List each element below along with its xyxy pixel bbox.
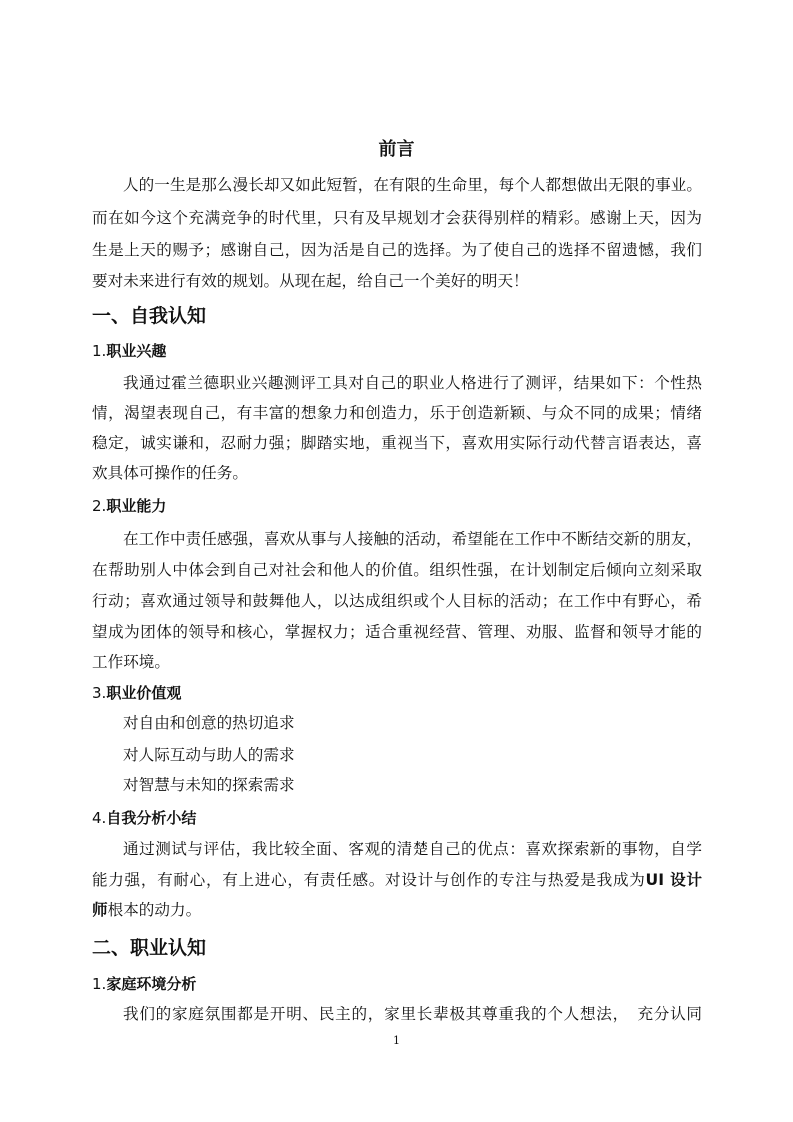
subheading-text: 职业能力 xyxy=(106,497,167,515)
paragraph-line: 行动；喜欢通过领导和鼓舞他人，以达成组织或个人目标的活动；在工作中有野心，希 xyxy=(92,592,702,610)
paragraph-line xyxy=(92,869,702,891)
section-heading-self-awareness: 一、自我认知 xyxy=(92,305,207,327)
value-item: 对智慧与未知的探索需求 xyxy=(123,776,295,794)
intro-line: 生是上天的赐予；感谢自己，因为活是自己的选择。为了使自己的选择不留遗憾，我们 xyxy=(92,241,702,259)
value-item: 对自由和创意的热切追求 xyxy=(123,714,295,732)
subheading-text: 职业兴趣 xyxy=(106,342,167,360)
subheading-text: 家庭环境分析 xyxy=(106,975,197,993)
section-heading-career-awareness: 二、职业认知 xyxy=(92,937,207,959)
subheading-summary xyxy=(92,807,196,828)
paragraph-line: 通过测试与评估，我比较全面、客观的清楚自己的优点：喜欢探索新的事物，自学 xyxy=(123,840,702,858)
subheading-family xyxy=(92,973,196,994)
paragraph-line: 在工作中责任感强，喜欢从事与人接触的活动，希望能在工作中不断结交新的朋友， xyxy=(123,530,702,548)
paragraph-line: 稳定，诚实谦和，忍耐力强；脚踏实地，重视当下，喜欢用实际行动代替言语表达，喜 xyxy=(92,434,702,452)
value-item: 对人际互动与助人的需求 xyxy=(123,746,295,764)
subheading-number: 3. xyxy=(92,684,107,702)
paragraph-line: 欢具体可操作的任务。 xyxy=(92,464,248,482)
paragraph-line: 工作环境。 xyxy=(92,653,170,671)
page-number: 1 xyxy=(393,1034,400,1047)
paragraph-line: 情，渴望表现自己，有丰富的想象力和创造力，乐于创造新颖、与众不同的成果；情绪 xyxy=(92,404,702,422)
bold-text: UI 设计 xyxy=(645,871,702,889)
subheading-number: 1. xyxy=(92,975,107,993)
subheading-interest xyxy=(92,340,166,361)
subheading-ability xyxy=(92,495,166,516)
intro-line: 要对未来进行有效的规划。从现在起，给自己一个美好的明天！ xyxy=(92,272,529,290)
subheading-number: 1. xyxy=(92,342,107,360)
subheading-text: 自我分析小结 xyxy=(106,809,197,827)
intro-line: 而在如今这个充满竞争的时代里，只有及早规划才会获得别样的精彩。感谢上天，因为 xyxy=(92,209,702,227)
intro-line: 人的一生是那么漫长却又如此短暂，在有限的生命里，每个人都想做出无限的事业。 xyxy=(123,176,702,194)
paragraph-text: 能力强，有耐心，有上进心，有责任感。对设计与创作的专注与热爱是我成为 xyxy=(92,871,646,889)
subheading-number: 2. xyxy=(92,497,107,515)
bold-text: 师 xyxy=(92,901,108,919)
subheading-text: 职业价值观 xyxy=(106,684,182,702)
paragraph-line: 在帮助别人中体会到自己对社会和他人的价值。组织性强，在计划制定后倾向立刻采取 xyxy=(92,561,702,579)
paragraph-text: 根本的动力。 xyxy=(107,901,202,919)
paragraph-line xyxy=(92,899,702,921)
paragraph-line: 我通过霍兰德职业兴趣测评工具对自己的职业人格进行了测评，结果如下：个性热 xyxy=(123,374,702,392)
subheading-number: 4. xyxy=(92,809,107,827)
subheading-values xyxy=(92,682,181,703)
page-title: 前言 xyxy=(378,139,415,160)
paragraph-line: 望成为团体的领导和核心，掌握权力；适合重视经营、管理、劝服、监督和领导才能的 xyxy=(92,623,702,641)
paragraph-line: 我们的家庭氛围都是开明、民主的，家里长辈极其尊重我的个人想法， 充分认同 xyxy=(123,1005,702,1023)
